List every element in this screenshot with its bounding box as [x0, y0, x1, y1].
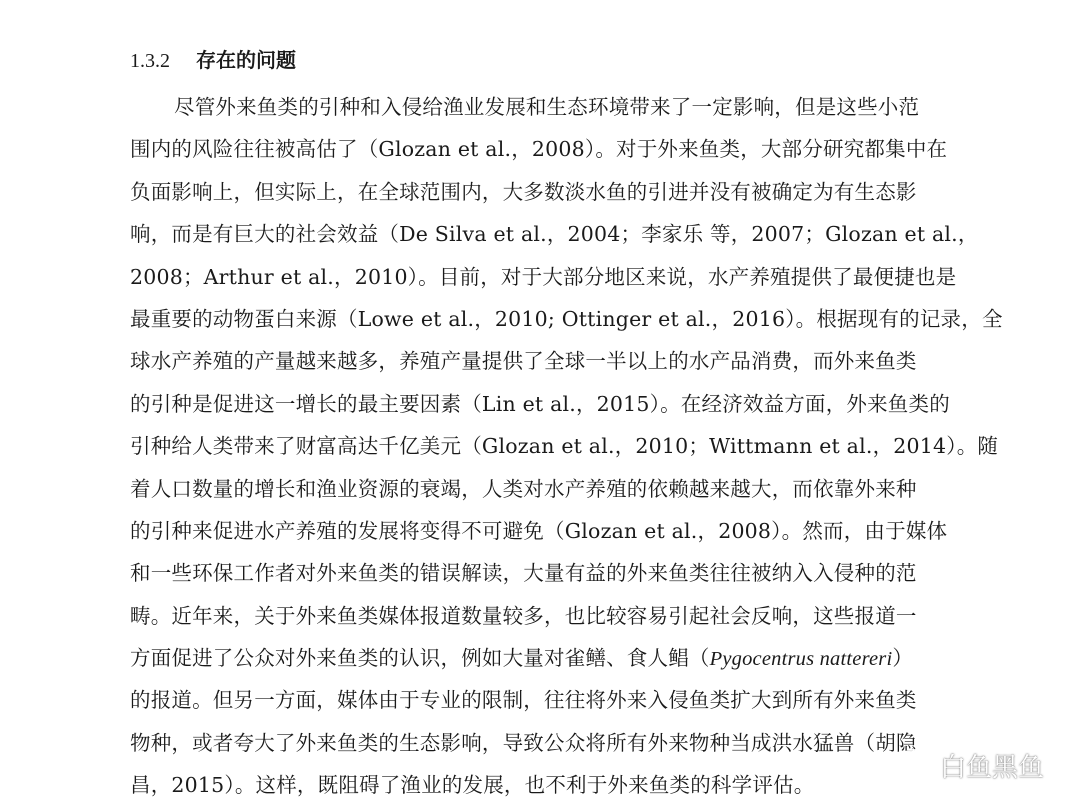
paragraph-line: 球水产养殖的产量越来越多，养殖产量提供了全球一半以上的水产品消费，而外来鱼类: [130, 349, 917, 374]
species-name: Pygocentrus nattereri: [709, 648, 893, 671]
paragraph-line: 负面影响上，但实际上，在全球范围内，大多数淡水鱼的引进并没有被确定为有生态影: [130, 179, 917, 204]
paragraph-line: [130, 637, 950, 679]
line-text-after-species: ）: [892, 646, 914, 671]
section-number: 1.3.2: [130, 50, 170, 72]
paragraph-line: 最重要的动物蛋白来源（Lowe et al.，2010; Ottinger et al.，2016）。根据现有的记录，全: [130, 306, 1003, 331]
section-heading: [130, 44, 296, 77]
wechat-icon: [900, 747, 934, 784]
paragraph-line: 尽管外来鱼类的引种和入侵给渔业发展和生态环境带来了一定影响，但是这些小范: [174, 95, 920, 119]
watermark-text: 白鱼黑鱼: [939, 753, 1044, 783]
paragraph-line: 2008；Arthur et al.，2010）。目前，对于大部分地区来说，水产养殖提供了最便捷也是: [130, 264, 957, 289]
section-title: 存在的问题: [196, 48, 296, 72]
paragraph-line: 着人口数量的增长和渔业资源的衰竭，人类对水产养殖的依赖越来越大，而依靠外来种: [130, 476, 917, 501]
watermark: [900, 747, 1044, 784]
paragraph-line: 和一些环保工作者对外来鱼类的错误解读，大量有益的外来鱼类往往被纳入入侵种的范: [130, 561, 917, 586]
paragraph-line: 引种给人类带来了财富高达千亿美元（Glozan et al.，2010；Wittmann et al.，2014）。随: [130, 434, 999, 459]
paragraph-line: 的引种来促进水产养殖的发展将变得不可避免（Glozan et al.，2008）。然而，由于媒体: [130, 518, 948, 543]
paragraph-line: 昌，2015）。这样，既阻碍了渔业的发展，也不利于外来鱼类的科学评估。: [130, 773, 815, 798]
paragraph-line: 的报道。但另一方面，媒体由于专业的限制，往往将外来入侵鱼类扩大到所有外来鱼类: [130, 688, 917, 713]
paragraph-line: 响，而是有巨大的社会效益（De Silva et al.，2004；李家乐 等，2007；Glozan et al.，: [130, 222, 979, 247]
paragraph-line: 围内的风险往往被高估了（Glozan et al.，2008）。对于外来鱼类，大部分研究都集中在: [130, 137, 948, 162]
paragraph-line: 畴。近年来，关于外来鱼类媒体报道数量较多，也比较容易引起社会反响，这些报道一: [130, 603, 917, 628]
paragraph-line: 的引种是促进这一增长的最主要因素（Lin et al.，2015）。在经济效益方面，外来鱼类的: [130, 391, 950, 416]
line-text-before-species: 方面促进了公众对外来鱼类的认识，例如大量对雀鳝、食人鲳（: [130, 646, 710, 671]
paragraph-line: 物种，或者夸大了外来鱼类的生态影响，导致公众将所有外来物种当成洪水猛兽（胡隐: [130, 730, 917, 755]
